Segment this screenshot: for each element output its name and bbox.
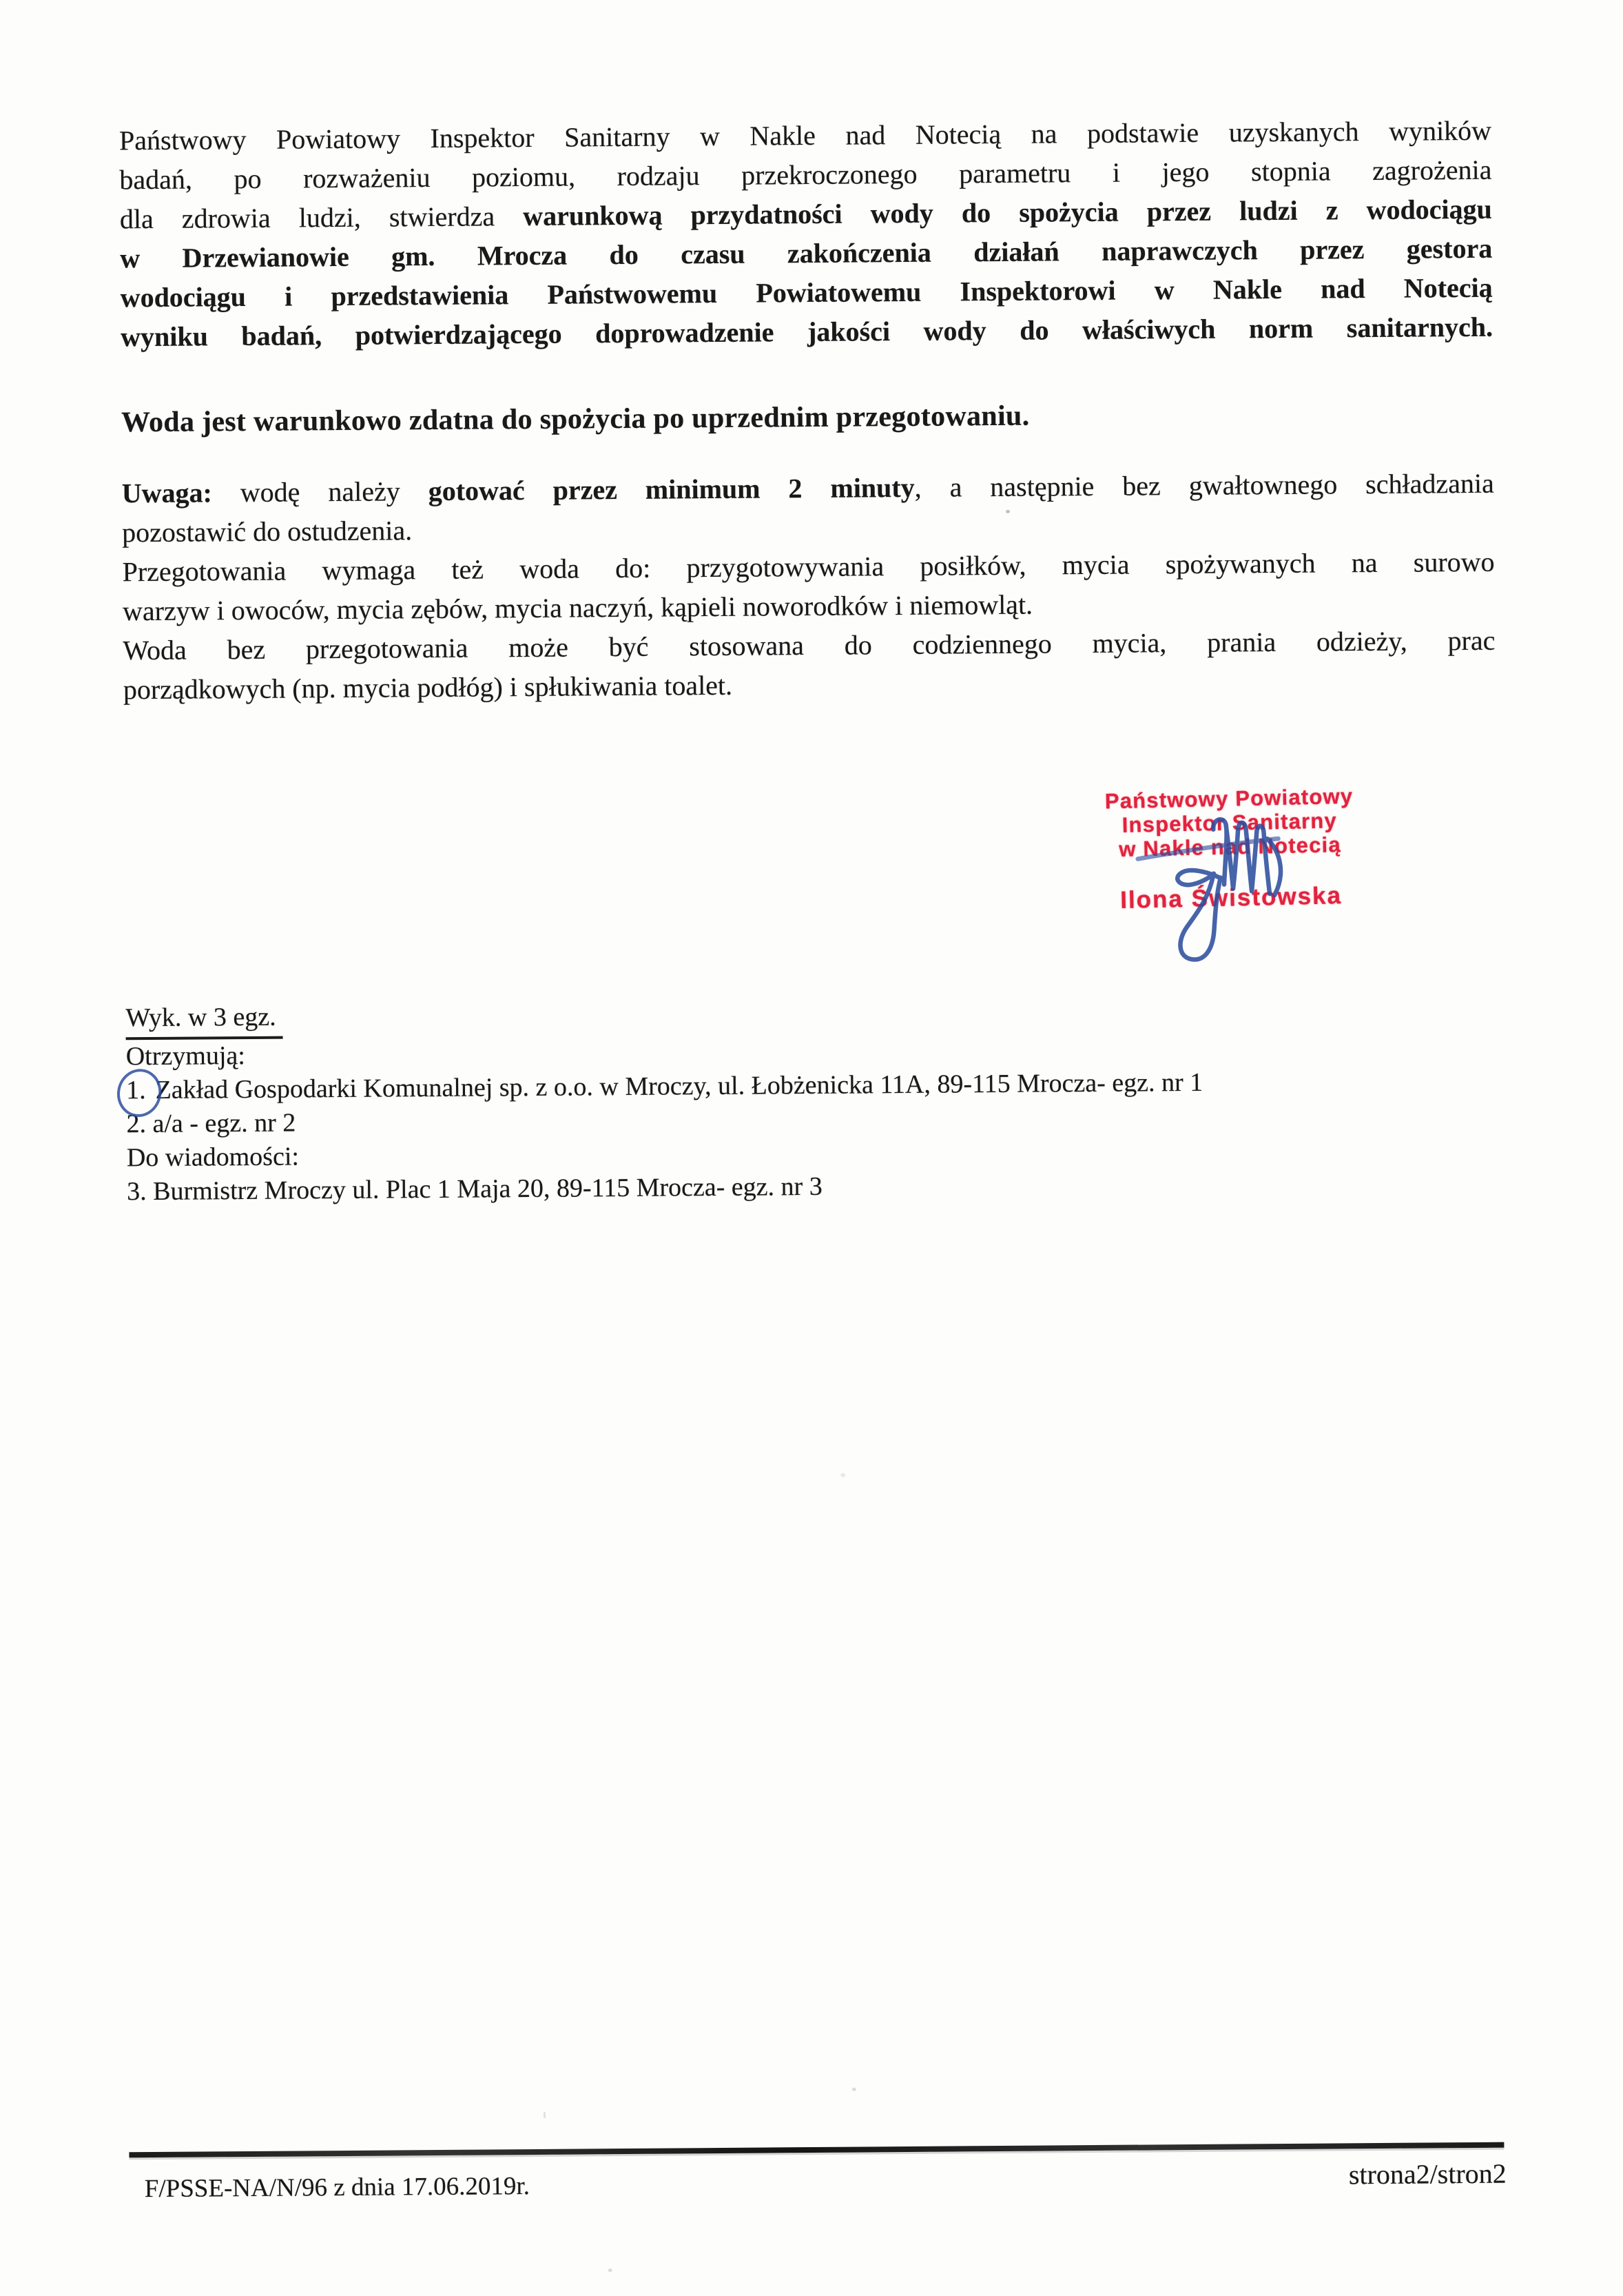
paragraph-decision: [119, 111, 1493, 357]
footer-rule: [129, 2142, 1504, 2158]
stamp-line: Inspektor Sanitarny: [1121, 808, 1338, 837]
footer-form-code: F/PSSE-NA/N/96 z dnia 17.06.2019r.: [144, 2172, 530, 2204]
signature-stroke: [1213, 819, 1270, 894]
footer-page-indicator: strona2/stron2: [1348, 2157, 1507, 2191]
fyi-item-3: 3. Burmistrz Mroczy ul. Plac 1 Maja 20, 89-115 Mrocza- egz. nr 3: [127, 1171, 823, 1207]
paragraph-conditional-statement: [121, 393, 1493, 443]
stamp-line: Państwowy Powiatowy: [1104, 783, 1354, 814]
text-segment-bold: wyniku badań, potwierdzającego doprowadzenie jakości wody do właściwych norm sanitarnych.: [120, 311, 1493, 353]
text-segment: Woda bez przegotowania może być stosowana do codziennego mycia, prania odzieży, prac: [123, 624, 1496, 666]
text-segment: warzyw i owoców, mycia zębów, mycia naczyń, kąpieli noworodków i niemowląt.: [122, 588, 1033, 627]
made-in-copies-label: Wyk. w 3 egz.: [125, 1001, 283, 1041]
text-segment: Państwowy Powiatowy Inspektor Sanitarny w Nakle nad Notecią na podstawie uzyskanych wyników: [118, 114, 1492, 156]
stamp-inspector-name: Ilona Świstowska: [1119, 882, 1343, 914]
scan-noise-speck: [840, 1473, 845, 1477]
text-segment: , a następnie bez gwałtownego schładzania: [914, 467, 1494, 503]
fyi-label: Do wiadomości:: [126, 1142, 300, 1173]
text-segment-bold: Uwaga:: [121, 477, 213, 509]
text-segment: badań, po rozważeniu poziomu, rodzaju przekroczonego parametru i jego stopnia zagrożenia: [119, 154, 1492, 196]
document-body: [119, 111, 1496, 710]
stamp-line: w Nakle nad Notecią: [1118, 832, 1342, 861]
text-segment-bold: gotować przez minimum 2 minuty: [428, 471, 915, 507]
text-segment: Przegotowania wymaga też woda do: przygotowywania posiłków, mycia spożywanych na surowo: [122, 546, 1495, 588]
signature-ink: [1132, 808, 1312, 996]
text-segment-bold: w Drzewianowie gm. Mrocza do czasu zakończenia działań naprawczych przez gestora: [120, 232, 1493, 274]
paragraph-instructions: [122, 464, 1496, 710]
scan-noise-speck: [608, 2268, 612, 2272]
recipient-item-2: 2. a/a - egz. nr 2: [126, 1108, 296, 1139]
item-text: Zakład Gospodarki Komunalnej sp. z o.o. w Mroczy, ul. Łobżenicka 11A, 89-115 Mrocza- egz. nr 1: [155, 1067, 1203, 1105]
scan-noise-speck: [852, 2088, 856, 2091]
recipients-label: Otrzymują:: [125, 1041, 245, 1072]
scan-noise-speck: [544, 2112, 546, 2118]
text-segment-bold: warunkową przydatności wody do spożycia przez ludzi z wodociągu: [523, 193, 1492, 232]
text-segment: pozostawić do ostudzenia.: [122, 515, 413, 549]
text-line: [121, 393, 1493, 443]
text-segment-bold: wodociągu i przedstawienia Państwowemu Powiatowemu Inspektorowi w Nakle nad Notecią: [120, 271, 1493, 314]
distribution-list: [125, 994, 1203, 1209]
scan-noise-speck: [1006, 510, 1010, 513]
signature-stroke: [1177, 870, 1225, 960]
item-number: 1.: [125, 1076, 146, 1105]
text-segment-bold: Woda jest warunkowo zdatna do spożycia po uprzednim przegotowaniu.: [121, 400, 1030, 439]
text-segment: dla zdrowia ludzi, stwierdza: [119, 201, 524, 235]
text-segment: wodę należy: [211, 475, 428, 509]
text-segment: porządkowych (np. mycia podłóg) i spłukiwania toalet.: [123, 669, 733, 706]
